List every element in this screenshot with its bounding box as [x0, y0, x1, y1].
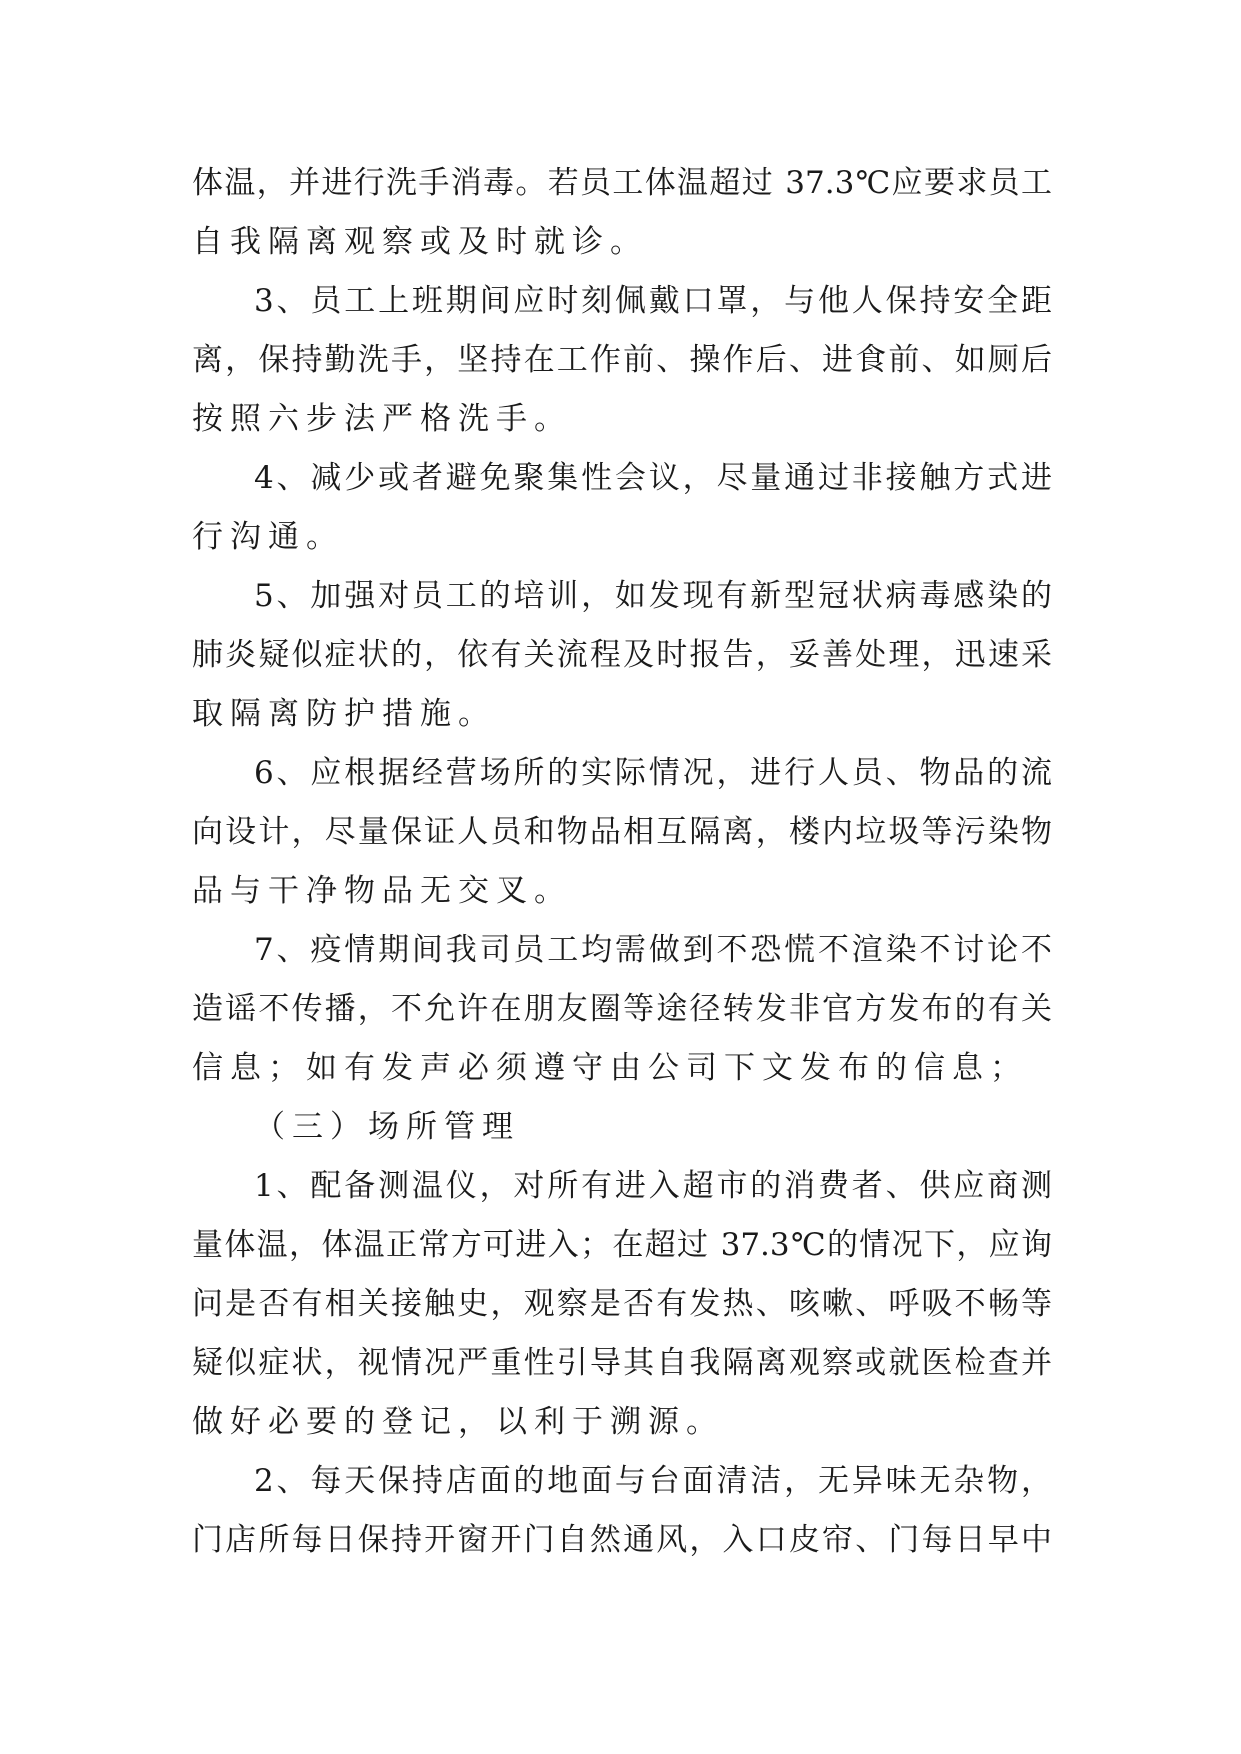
text-line: 行沟通。 [192, 519, 344, 555]
text-line: 肺炎疑似症状的，依有关流程及时报告，妥善处理，迅速采 [192, 637, 1052, 673]
text-line: 体温，并进行洗手消毒。若员工体温超过 37.3℃应要求员工 [192, 165, 1052, 201]
text-line: 问是否有相关接触史，观察是否有发热、咳嗽、呼吸不畅等 [192, 1286, 1052, 1322]
text-line: 1、配备测温仪，对所有进入超市的消费者、供应商测 [254, 1168, 1052, 1204]
text-line: 向设计，尽量保证人员和物品相互隔离，楼内垃圾等污染物 [192, 814, 1052, 850]
text-line: 6、应根据经营场所的实际情况，进行人员、物品的流 [254, 755, 1052, 791]
text-line: 2、每天保持店面的地面与台面清洁，无异味无杂物， [254, 1463, 1052, 1499]
text-line: 7、疫情期间我司员工均需做到不恐慌不渲染不讨论不 [254, 932, 1052, 968]
text-line: 取隔离防护措施。 [192, 696, 496, 732]
text-line: 门店所每日保持开窗开门自然通风，入口皮帘、门每日早中 [192, 1522, 1052, 1558]
text-line: 造谣不传播，不允许在朋友圈等途径转发非官方发布的有关 [192, 991, 1052, 1027]
text-line: 做好必要的登记，以利于溯源。 [192, 1404, 724, 1440]
text-line: 疑似症状，视情况严重性引导其自我隔离观察或就医检查并 [192, 1345, 1052, 1381]
text-line: 4、减少或者避免聚集性会议，尽量通过非接触方式进 [254, 460, 1052, 496]
text-line: 品与干净物品无交叉。 [192, 873, 572, 909]
section-heading: （三）场所管理 [254, 1109, 520, 1145]
text-line: 5、加强对员工的培训，如发现有新型冠状病毒感染的 [254, 578, 1052, 614]
text-line: 自我隔离观察或及时就诊。 [192, 224, 648, 260]
text-line: 量体温，体温正常方可进入；在超过 37.3℃的情况下，应询 [192, 1227, 1052, 1263]
text-line: 3、员工上班期间应时刻佩戴口罩，与他人保持安全距 [254, 283, 1052, 319]
text-line: 按照六步法严格洗手。 [192, 401, 572, 437]
text-line: 信息；如有发声必须遵守由公司下文发布的信息； [192, 1050, 1028, 1086]
text-line: 离，保持勤洗手，坚持在工作前、操作后、进食前、如厕后 [192, 342, 1052, 378]
